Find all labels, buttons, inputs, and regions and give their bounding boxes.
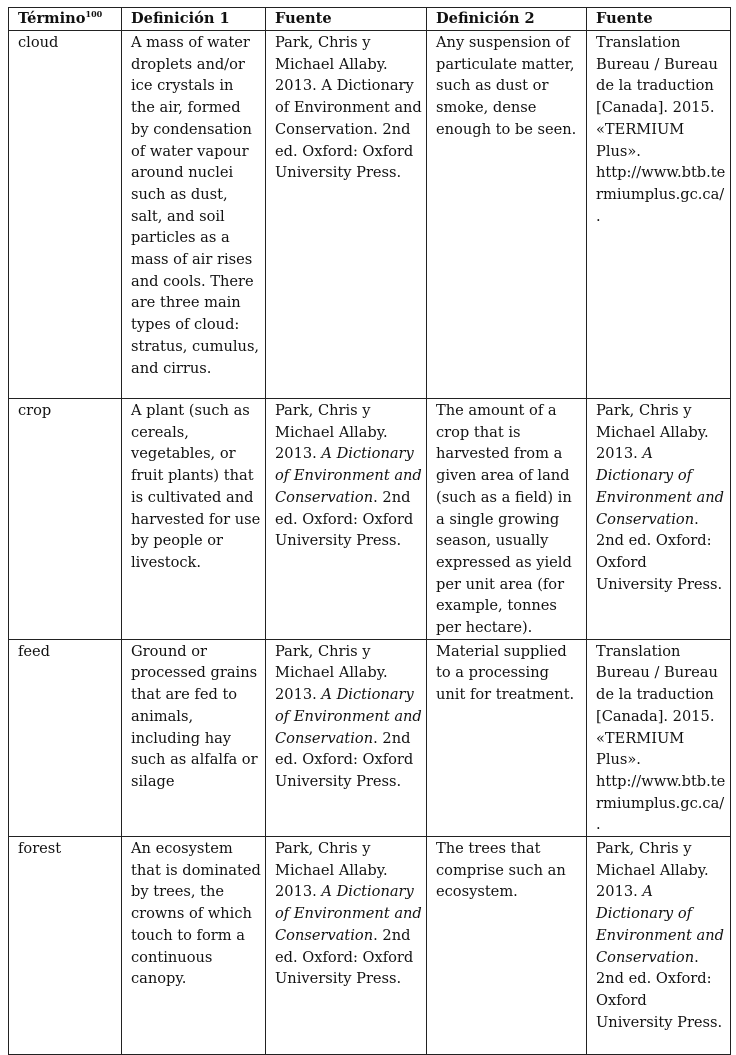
- definition-2-cell: The trees that comprise such an ecosystem.: [427, 837, 587, 1055]
- book-title: A Dictionary of Environment and Conservation: [275, 883, 422, 944]
- term-cell: cloud: [9, 31, 122, 399]
- book-title: A Dictionary of Environment and Conservation: [275, 445, 422, 506]
- term-cell: crop: [9, 399, 122, 640]
- header-definition-1: Definición 1: [122, 8, 266, 31]
- header-source-1: Fuente: [266, 8, 427, 31]
- definition-1-cell: Ground or processed grains that are fed to animals, including hay such as alfalfa or silage: [122, 639, 266, 836]
- book-title: A Dictionary of Environment and Conservation: [596, 883, 724, 966]
- table-row: [9, 399, 731, 640]
- definition-2-cell: The amount of a crop that is harvested from a given area of land (such as a field) in a single growing season, usually expressed as yield per unit area (for example, tonnes per hectare).: [427, 399, 587, 640]
- term-cell: forest: [9, 837, 122, 1055]
- glossary-table: [8, 7, 731, 1055]
- definition-1-cell: A mass of water droplets and/or ice crystals in the air, formed by condensation of water vapour around nuclei such as dust, salt, and soil particles as a mass of air rises and cools. There are three main types of cloud: stratus, cumulus, and cirrus.: [122, 31, 266, 399]
- table-row: [9, 31, 731, 399]
- definition-1-cell: A plant (such as cereals, vegetables, or fruit plants) that is cultivated and harvested for use by people or livestock.: [122, 399, 266, 640]
- header-term: Término$^{100}$: [9, 8, 122, 31]
- source-1-cell: Park, Chris y Michael Allaby. 2013. A Dictionary of Environment and Conservation. 2nd ed. Oxford: Oxford University Press.: [266, 639, 427, 836]
- header-row: [9, 8, 731, 31]
- source-1-cell: Park, Chris y Michael Allaby. 2013. A Dictionary of Environment and Conservation. 2nd ed. Oxford: Oxford University Press.: [266, 837, 427, 1055]
- source-1-cell: Park, Chris y Michael Allaby. 2013. A Dictionary of Environment and Conservation. 2nd ed. Oxford: Oxford University Press.: [266, 31, 427, 399]
- book-title: A Dictionary of Environment and Conservation: [275, 686, 422, 747]
- definition-2-cell: Any suspension of particulate matter, such as dust or smoke, dense enough to be seen.: [427, 31, 587, 399]
- source-2-cell: Translation Bureau / Bureau de la traduction [Canada]. 2015. «TERMIUM Plus». http://www.btb.termiumplus.gc.ca/.: [587, 639, 731, 836]
- term-cell: feed: [9, 639, 122, 836]
- definition-2-cell: Material supplied to a processing unit for treatment.: [427, 639, 587, 836]
- header-source-2: Fuente: [587, 8, 731, 31]
- footnote-marker: 100: [85, 9, 103, 19]
- source-2-cell: Translation Bureau / Bureau de la traduction [Canada]. 2015. «TERMIUM Plus». http://www.btb.termiumplus.gc.ca/.: [587, 31, 731, 399]
- definition-1-cell: An ecosystem that is dominated by trees, the crowns of which touch to form a continuous canopy.: [122, 837, 266, 1055]
- source-2-cell: Park, Chris y Michael Allaby. 2013. A Dictionary of Environment and Conservation. 2nd ed. Oxford: Oxford University Press.: [587, 399, 731, 640]
- header-definition-2: Definición 2: [427, 8, 587, 31]
- source-2-cell: Park, Chris y Michael Allaby. 2013. A Dictionary of Environment and Conservation. 2nd ed. Oxford: Oxford University Press.: [587, 837, 731, 1055]
- book-title: A Dictionary of Environment and Conservation: [596, 445, 724, 528]
- table-row: [9, 837, 731, 1055]
- source-1-cell: Park, Chris y Michael Allaby. 2013. A Dictionary of Environment and Conservation. 2nd ed. Oxford: Oxford University Press.: [266, 399, 427, 640]
- table-row: [9, 639, 731, 836]
